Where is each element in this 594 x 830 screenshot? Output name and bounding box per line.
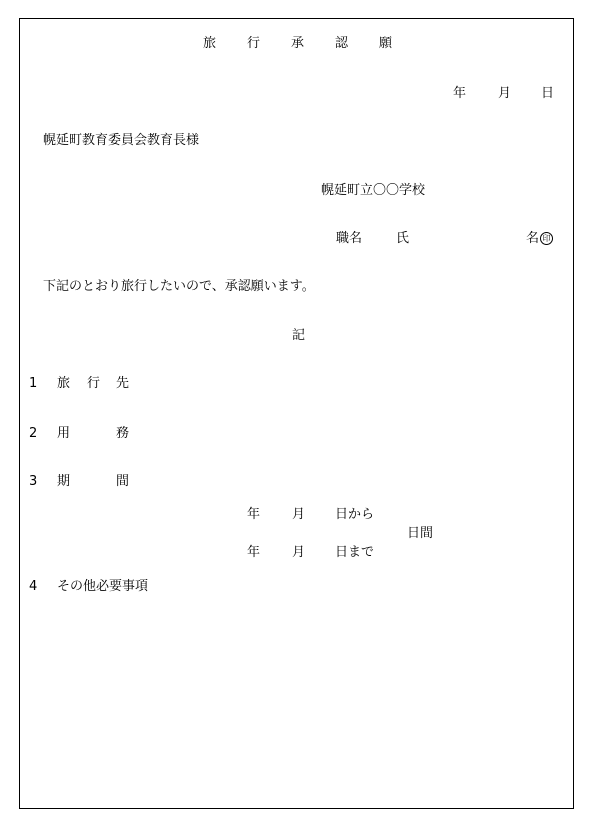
name-label-2-text: 名 bbox=[526, 231, 540, 246]
item-2-label-char: 務 bbox=[116, 426, 130, 441]
name-label-2 bbox=[526, 231, 553, 247]
period-to-year: 年 bbox=[247, 545, 261, 560]
ki-label: 記 bbox=[292, 328, 306, 343]
period-from-month: 月 bbox=[292, 507, 306, 522]
date-month-label: 月 bbox=[498, 86, 512, 101]
date-day-label: 日 bbox=[541, 86, 555, 101]
period-from-day: 日から bbox=[335, 507, 375, 522]
title-char: 認 bbox=[335, 36, 349, 51]
item-1-number: 1 bbox=[29, 376, 38, 391]
period-from-year: 年 bbox=[247, 507, 261, 522]
school-name: 幌延町立〇〇学校 bbox=[321, 183, 426, 198]
item-1-label-char: 旅 bbox=[57, 376, 71, 391]
title-char: 旅 bbox=[203, 36, 217, 51]
name-label-1: 氏 bbox=[396, 231, 410, 246]
period-days: 日間 bbox=[407, 526, 434, 541]
item-1-label-char: 先 bbox=[116, 376, 130, 391]
seal-mark: 印 bbox=[540, 232, 553, 245]
title-char: 行 bbox=[247, 36, 261, 51]
title-char: 承 bbox=[291, 36, 305, 51]
item-1-label-char: 行 bbox=[87, 376, 101, 391]
date-year-label: 年 bbox=[453, 86, 467, 101]
item-4-label: その他必要事項 bbox=[57, 579, 149, 594]
item-3-label-char: 間 bbox=[116, 474, 130, 489]
title-char: 願 bbox=[379, 36, 393, 51]
request-text: 下記のとおり旅行したいので、承認願います。 bbox=[43, 279, 315, 294]
item-3-label-char: 期 bbox=[57, 474, 71, 489]
period-to-day: 日まで bbox=[335, 545, 375, 560]
addressee: 幌延町教育委員会教育長様 bbox=[43, 133, 200, 148]
item-4-number: 4 bbox=[29, 579, 38, 594]
position-label: 職名 bbox=[336, 231, 363, 246]
period-to-month: 月 bbox=[292, 545, 306, 560]
item-3-number: 3 bbox=[29, 474, 38, 489]
item-2-number: 2 bbox=[29, 426, 38, 441]
item-2-label-char: 用 bbox=[57, 426, 71, 441]
